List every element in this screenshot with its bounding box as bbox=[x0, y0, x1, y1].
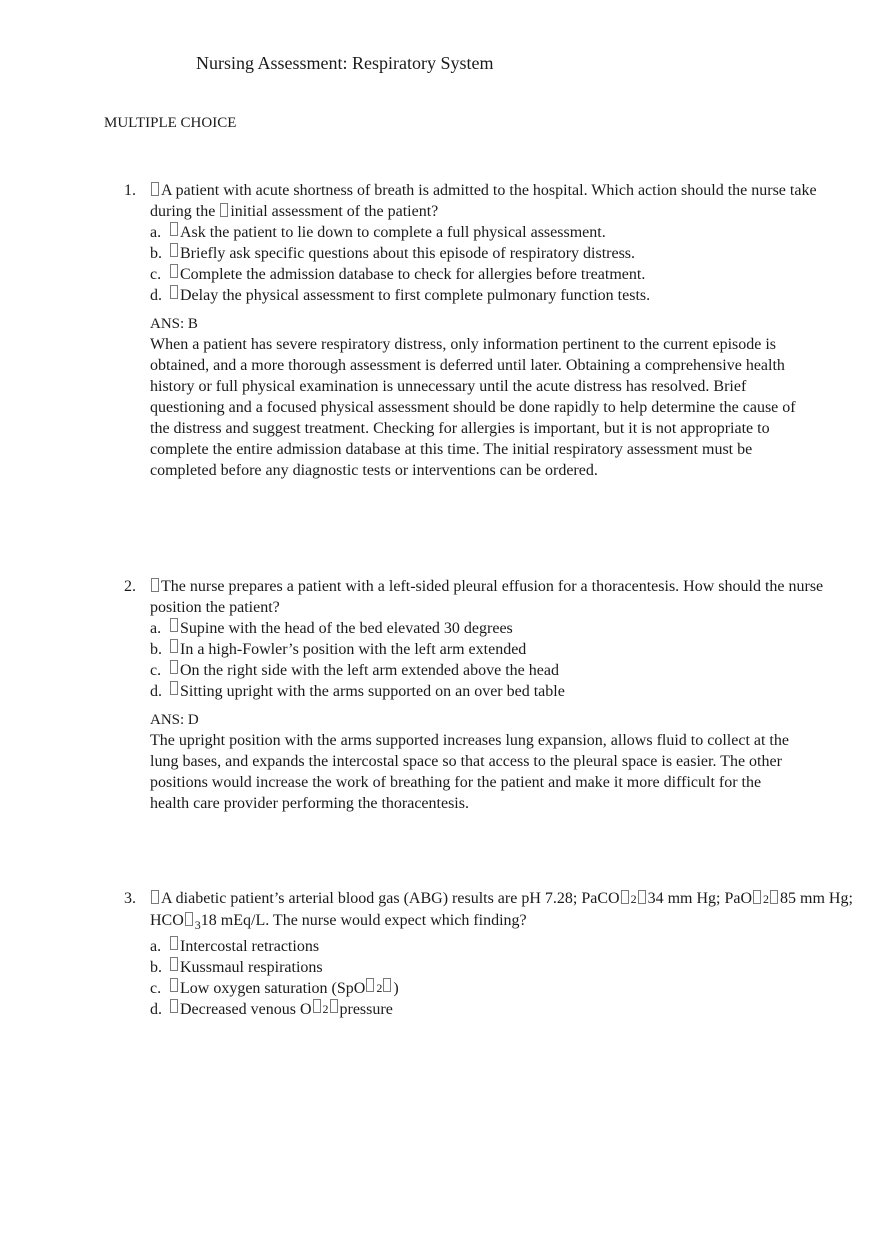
answer-options bbox=[124, 936, 854, 1020]
subscript-2: 2 bbox=[322, 1002, 329, 1017]
placeholder-glyph-icon bbox=[220, 203, 228, 217]
subscript-2: 2 bbox=[376, 981, 383, 996]
answer-block bbox=[124, 314, 854, 481]
question-number: 2. bbox=[124, 578, 136, 595]
question-text: 85 mm Hg; HCO bbox=[150, 890, 853, 929]
placeholder-glyph-icon bbox=[621, 890, 629, 904]
placeholder-glyph-icon bbox=[151, 578, 159, 592]
option-a: a. Ask the patient to lie down to complete a full physical assessment. bbox=[150, 224, 606, 241]
option-text: Sitting upright with the arms supported on an over bed table bbox=[180, 683, 565, 700]
option-c: c. On the right side with the left arm extended above the head bbox=[150, 662, 559, 679]
placeholder-glyph-icon bbox=[313, 999, 321, 1013]
answer-options bbox=[124, 618, 854, 702]
option-text-end: pressure bbox=[339, 1001, 393, 1019]
question-text: The nurse prepares a patient with a left-sided pleural effusion for a thoracentesis. How should the nurse position the patient? bbox=[150, 578, 824, 616]
option-a: a. Supine with the head of the bed elevated 30 degrees bbox=[150, 620, 513, 637]
option-text: Complete the admission database to check for allergies before treatment. bbox=[180, 266, 646, 283]
option-b: b. Briefly ask specific questions about this episode of respiratory distress. bbox=[150, 245, 636, 262]
answer-options bbox=[124, 222, 854, 306]
section-heading: MULTIPLE CHOICE bbox=[104, 115, 237, 131]
option-text: Decreased venous O bbox=[180, 1001, 312, 1019]
question-text: 34 mm Hg; PaO bbox=[647, 890, 753, 907]
question-text: A patient with acute shortness of breath is admitted to the hospital. Which action should the nurse take during the bbox=[150, 182, 817, 220]
option-d: d. Sitting upright with the arms supported on an over bed table bbox=[150, 683, 565, 700]
answer-label: ANS: D bbox=[150, 712, 199, 728]
document-title: Nursing Assessment: Respiratory System bbox=[196, 53, 494, 73]
option-text: Supine with the head of the bed elevated 30 degrees bbox=[180, 620, 513, 637]
question-text: 18 mEq/L. The nurse would expect which finding? bbox=[200, 912, 527, 929]
answer-label: ANS: B bbox=[150, 316, 198, 332]
placeholder-glyph-icon bbox=[170, 618, 178, 632]
placeholder-glyph-icon bbox=[366, 978, 374, 992]
subscript-2: 2 bbox=[630, 892, 637, 906]
placeholder-glyph-icon bbox=[170, 660, 178, 674]
option-text: Delay the physical assessment to first complete pulmonary function tests. bbox=[180, 287, 651, 304]
placeholder-glyph-icon bbox=[170, 681, 178, 695]
option-text: In a high-Fowler’s position with the left arm extended bbox=[180, 641, 527, 658]
question-3 bbox=[124, 888, 854, 1020]
question-number: 3. bbox=[124, 890, 136, 907]
option-text: Briefly ask specific questions about this episode of respiratory distress. bbox=[180, 245, 636, 262]
placeholder-glyph-icon bbox=[170, 999, 178, 1013]
option-d: d. Delay the physical assessment to first complete pulmonary function tests. bbox=[150, 287, 651, 304]
subscript-2: 2 bbox=[763, 892, 770, 906]
placeholder-glyph-icon bbox=[170, 936, 178, 950]
placeholder-glyph-icon bbox=[185, 912, 193, 926]
option-text: Low oxygen saturation (SpO bbox=[180, 980, 366, 998]
question-stem bbox=[124, 180, 854, 222]
answer-block bbox=[124, 710, 854, 814]
question-stem bbox=[124, 888, 854, 936]
question-number: 1. bbox=[124, 182, 136, 199]
option-text: Ask the patient to lie down to complete a full physical assessment. bbox=[180, 224, 606, 241]
placeholder-glyph-icon bbox=[383, 978, 391, 992]
placeholder-glyph-icon bbox=[770, 890, 778, 904]
placeholder-glyph-icon bbox=[170, 285, 178, 299]
placeholder-glyph-icon bbox=[170, 243, 178, 257]
answer-rationale: The upright position with the arms supported increases lung expansion, allows fluid to collect at the lung bases, and expands the intercostal space so that access to the pleural space is easier. The other positions would increase the work of breathing for the patient and make it more difficult for the health care provider performing the thoracentesis. bbox=[150, 732, 789, 812]
question-text-cont: initial assessment of the patient? bbox=[230, 203, 439, 220]
subscript-3: 3 bbox=[194, 918, 201, 933]
placeholder-glyph-icon bbox=[170, 957, 178, 971]
option-c: c. Low oxygen saturation (SpO 2 ) bbox=[150, 980, 399, 998]
option-text: Intercostal retractions bbox=[180, 938, 320, 956]
question-stem bbox=[124, 576, 854, 618]
option-b: b. In a high-Fowler’s position with the left arm extended bbox=[150, 641, 527, 658]
placeholder-glyph-icon bbox=[170, 639, 178, 653]
placeholder-glyph-icon bbox=[170, 978, 178, 992]
placeholder-glyph-icon bbox=[170, 264, 178, 278]
answer-rationale: When a patient has severe respiratory distress, only information pertinent to the current episode is obtained, and a more thorough assessment is deferred until later. Obtaining a comprehensive health history or full physical examination is unnecessary until the acute distress has resolved. Brief questioning and a focused physical assessment should be done rapidly to help determine the cause of the distress and suggest treatment. Checking for allergies is important, but it is not appropriate to complete the entire admission database at this time. The initial respiratory assessment must be completed before any diagnostic tests or interventions can be ordered. bbox=[150, 336, 796, 479]
placeholder-glyph-icon bbox=[170, 222, 178, 236]
question-text: A diabetic patient’s arterial blood gas (ABG) results are pH 7.28; PaCO bbox=[161, 890, 620, 907]
option-d: d. Decreased venous O 2 pressure bbox=[150, 1001, 393, 1019]
placeholder-glyph-icon bbox=[638, 890, 646, 904]
option-text: On the right side with the left arm extended above the head bbox=[180, 662, 559, 679]
question-2 bbox=[124, 576, 854, 814]
placeholder-glyph-icon bbox=[151, 182, 159, 196]
option-a: a. Intercostal retractions bbox=[150, 938, 320, 956]
placeholder-glyph-icon bbox=[753, 890, 761, 904]
option-text-end: ) bbox=[393, 980, 399, 998]
option-text: Kussmaul respirations bbox=[180, 959, 323, 977]
placeholder-glyph-icon bbox=[330, 999, 338, 1013]
placeholder-glyph-icon bbox=[151, 890, 159, 904]
option-b: b. Kussmaul respirations bbox=[150, 959, 323, 977]
question-1 bbox=[124, 180, 854, 481]
option-c: c. Complete the admission database to check for allergies before treatment. bbox=[150, 266, 646, 283]
